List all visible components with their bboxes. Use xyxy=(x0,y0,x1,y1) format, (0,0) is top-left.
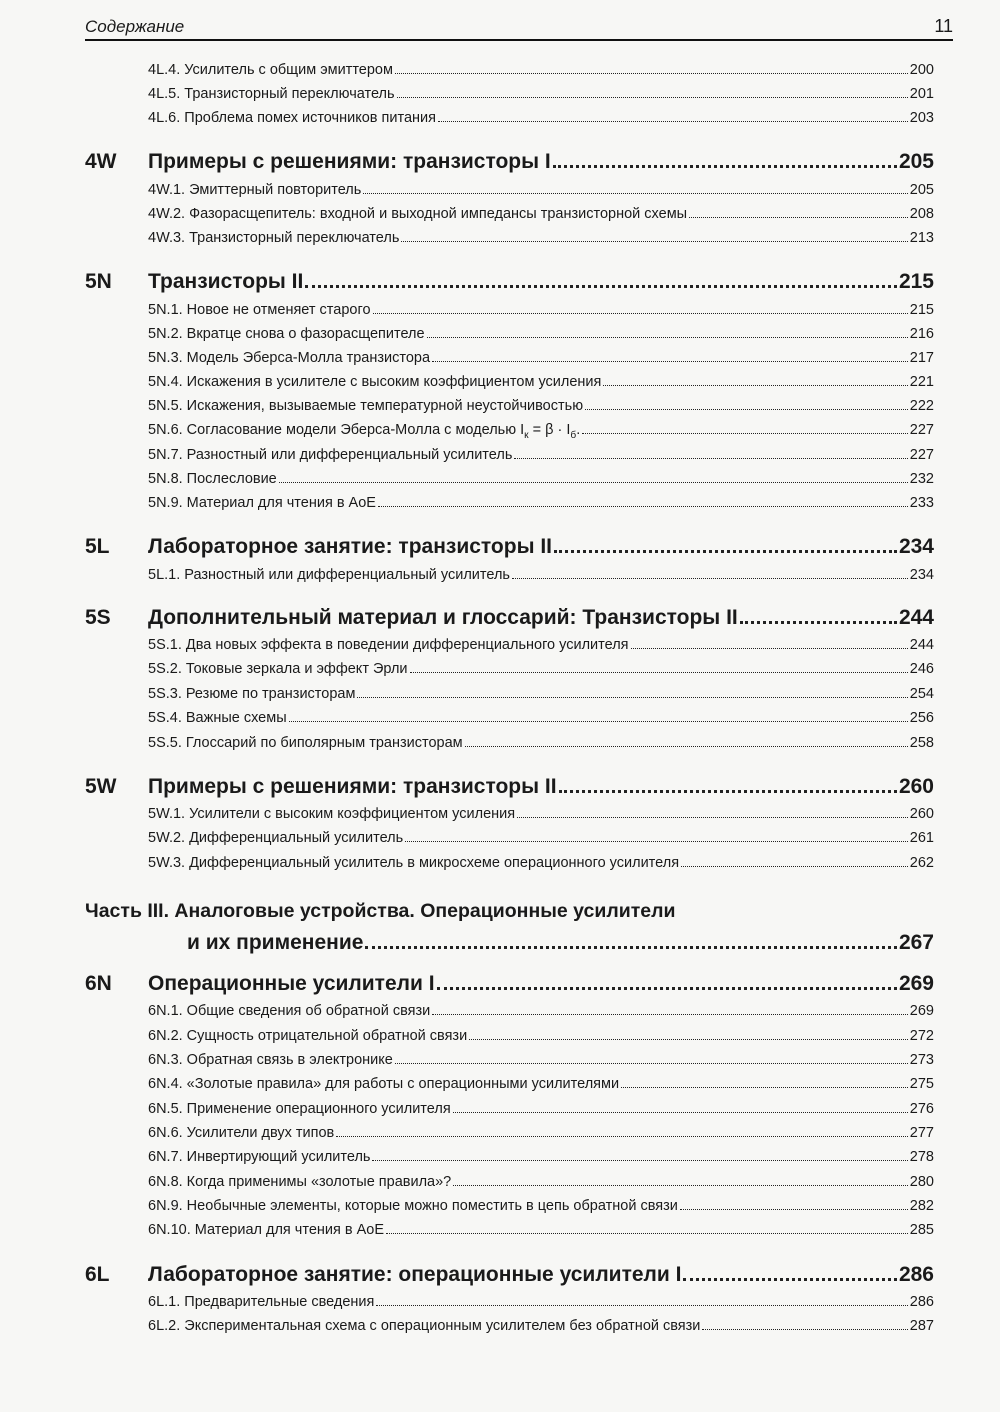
toc-entry xyxy=(148,230,934,252)
page-ref: 234 xyxy=(898,535,934,558)
dot-leader xyxy=(372,1160,907,1161)
toc-entry xyxy=(148,567,934,589)
dot-leader xyxy=(680,1209,908,1210)
page-ref: 269 xyxy=(909,1003,934,1019)
chapter-title xyxy=(148,150,551,174)
entry-title-text: 5S.4. Важные схемы xyxy=(148,710,287,726)
chapter-title xyxy=(148,775,557,799)
toc-entry xyxy=(148,830,934,852)
page-ref: 280 xyxy=(909,1174,934,1190)
page-ref: 215 xyxy=(898,270,934,293)
entry-title xyxy=(148,1125,334,1141)
chapter-number: 5S xyxy=(85,606,111,629)
toc-entry xyxy=(148,806,934,828)
entry-title-text: 5W.3. Дифференциальный усилитель в микросхеме операционного усилителя xyxy=(148,855,680,871)
page-ref: 273 xyxy=(909,1052,934,1068)
page-ref: 222 xyxy=(909,398,934,414)
entry-title-text: 5S.1. Два новых эффекта в поведении дифференциального усилителя xyxy=(148,637,629,653)
page-ref: 282 xyxy=(909,1198,934,1214)
entry-title-text: 5W.1. Усилители с высоким коэффициентом усиления xyxy=(148,806,516,822)
dot-leader xyxy=(401,241,907,242)
page-ref: 234 xyxy=(909,567,934,583)
page-ref: 275 xyxy=(909,1076,934,1092)
toc-entry xyxy=(148,1076,934,1098)
page-ref: 260 xyxy=(909,806,934,822)
entry-title-text: 5N.1. Новое не отменяет старого xyxy=(148,302,371,318)
toc-entry xyxy=(148,1174,934,1196)
dot-leader xyxy=(681,866,908,867)
page-ref: 286 xyxy=(898,1263,934,1286)
entry-title-text: 6L.2. Экспериментальная схема с операционным усилителем без обратной связи xyxy=(148,1318,701,1334)
dot-leader xyxy=(378,506,908,507)
entry-title-text: 5N.7. Разностный или дифференциальный усилитель xyxy=(148,447,513,463)
dot-leader xyxy=(559,790,897,793)
page-ref: 244 xyxy=(898,606,934,629)
page-ref: 244 xyxy=(909,637,934,653)
chapter-entry xyxy=(85,972,934,1006)
page-ref: 262 xyxy=(909,855,934,871)
entry-title xyxy=(148,1149,370,1165)
entry-title xyxy=(148,495,376,511)
dot-leader xyxy=(357,697,907,698)
chapter-entry xyxy=(85,150,934,184)
chapter-entry xyxy=(85,606,934,640)
entry-title xyxy=(148,830,403,846)
dot-leader xyxy=(621,1087,908,1088)
page-ref: 217 xyxy=(909,350,934,366)
entry-title-text: Примеры с решениями: транзисторы II xyxy=(148,775,557,798)
entry-title xyxy=(148,1222,384,1238)
entry-title xyxy=(148,182,361,198)
dot-leader xyxy=(373,313,908,314)
page-ref: 278 xyxy=(909,1149,934,1165)
dot-leader xyxy=(397,97,908,98)
page-ref: 232 xyxy=(909,471,934,487)
dot-leader xyxy=(689,217,908,218)
chapter-title xyxy=(148,606,738,630)
formula-subscript: к xyxy=(524,429,529,441)
dot-leader xyxy=(603,385,907,386)
toc-entry xyxy=(148,1222,934,1244)
entry-title xyxy=(148,422,580,441)
part-title-continued: и их применение xyxy=(187,931,364,954)
entry-title-text: 5L.1. Разностный или дифференциальный усилитель xyxy=(148,567,510,583)
toc-entry xyxy=(148,62,934,84)
page-ref: 233 xyxy=(909,495,934,511)
page-ref: 227 xyxy=(909,422,934,438)
entry-title xyxy=(148,637,629,653)
toc-entry xyxy=(148,302,934,324)
entry-title xyxy=(148,1198,678,1214)
entry-title xyxy=(148,1101,451,1117)
entry-title-text: 4L.6. Проблема помех источников питания xyxy=(148,110,436,126)
toc-entry xyxy=(148,471,934,493)
dot-leader xyxy=(363,193,907,194)
entry-title-text: 5N.4. Искажения в усилителе с высоким коэффициентом усиления xyxy=(148,374,602,390)
dot-leader xyxy=(395,1063,908,1064)
dot-leader xyxy=(582,433,908,434)
entry-title-text: 4L.5. Транзисторный переключатель xyxy=(148,86,395,102)
toc-entry xyxy=(148,206,934,228)
dot-leader xyxy=(305,285,897,288)
entry-title-text: 6L.1. Предварительные сведения xyxy=(148,1294,375,1310)
toc-entry xyxy=(148,1294,934,1316)
chapter-number: 5N xyxy=(85,270,112,293)
entry-title-text: Операционные усилители I xyxy=(148,972,435,995)
toc-entry xyxy=(148,735,934,757)
page-ref: 276 xyxy=(909,1101,934,1117)
toc-entry xyxy=(148,637,934,659)
dot-leader xyxy=(432,361,908,362)
part-title: Часть III. Аналоговые устройства. Операционные усилители xyxy=(85,900,676,922)
entry-title-text: 5N.6. Согласование модели Эберса-Молла с моделью I xyxy=(148,422,525,438)
page-ref: 277 xyxy=(909,1125,934,1141)
dot-leader xyxy=(289,721,908,722)
chapter-number: 6L xyxy=(85,1263,110,1286)
page-ref: 213 xyxy=(909,230,934,246)
entry-title xyxy=(148,302,371,318)
dot-leader xyxy=(438,121,908,122)
page-number: 11 xyxy=(934,16,953,36)
entry-title-text: Дополнительный материал и глоссарий: Транзисторы II xyxy=(148,606,738,629)
toc-entry xyxy=(148,710,934,732)
entry-title xyxy=(148,110,436,126)
toc-entry xyxy=(148,1052,934,1074)
entry-title xyxy=(148,855,679,871)
entry-title xyxy=(148,710,287,726)
toc-entry xyxy=(148,398,934,420)
entry-title xyxy=(148,567,510,583)
dot-leader xyxy=(410,672,908,673)
toc-entry xyxy=(148,374,934,396)
page-ref: 200 xyxy=(909,62,934,78)
entry-title xyxy=(148,1076,619,1092)
toc-entry xyxy=(148,447,934,469)
entry-title-text: 6N.8. Когда применимы «золотые правила»? xyxy=(148,1174,452,1190)
dot-leader xyxy=(740,621,897,624)
chapter-entry xyxy=(85,1263,934,1297)
entry-title xyxy=(148,326,425,342)
dot-leader xyxy=(279,482,908,483)
entry-title-text: 4W.3. Транзисторный переключатель xyxy=(148,230,400,246)
dot-leader xyxy=(437,987,897,990)
toc-entry xyxy=(148,855,934,877)
entry-title-text: 4W.2. Фазорасщепитель: входной и выходной импедансы транзисторной схемы xyxy=(148,206,688,222)
entry-title-text: 5N.2. Вкратце снова о фазорасщепителе xyxy=(148,326,425,342)
chapter-title xyxy=(148,1263,681,1287)
entry-title-text: Лабораторное занятие: операционные усилители I xyxy=(148,1263,682,1286)
dot-leader xyxy=(631,648,908,649)
chapter-number: 4W xyxy=(85,150,117,173)
dot-leader xyxy=(336,1136,908,1137)
entry-title-text: 6N.2. Сущность отрицательной обратной связи xyxy=(148,1028,468,1044)
entry-title-text: 5N.3. Модель Эберса-Молла транзистора xyxy=(148,350,431,366)
toc-entry xyxy=(148,1198,934,1220)
toc-entry xyxy=(148,1149,934,1171)
entry-title xyxy=(148,206,687,222)
page-ref: 272 xyxy=(909,1028,934,1044)
page-ref: 260 xyxy=(898,775,934,798)
dot-leader xyxy=(469,1039,908,1040)
page-ref: 254 xyxy=(909,686,934,702)
formula-middle: = β · I xyxy=(528,422,571,438)
page-ref: 285 xyxy=(909,1222,934,1238)
page-ref: 267 xyxy=(898,931,934,954)
page-ref: 221 xyxy=(909,374,934,390)
entry-title-text: 5S.3. Резюме по транзисторам xyxy=(148,686,356,702)
entry-title xyxy=(148,471,277,487)
chapter-number: 6N xyxy=(85,972,112,995)
dot-leader xyxy=(465,746,908,747)
dot-leader xyxy=(585,409,908,410)
entry-title xyxy=(148,1028,467,1044)
page-ref: 208 xyxy=(909,206,934,222)
toc-entry xyxy=(148,110,934,132)
entry-title xyxy=(148,62,393,78)
entry-title-text: 5N.5. Искажения, вызываемые температурной неустойчивостью xyxy=(148,398,584,414)
dot-leader xyxy=(683,1278,897,1281)
page-ref: 269 xyxy=(898,972,934,995)
entry-title xyxy=(148,350,430,366)
toc-entry xyxy=(148,1028,934,1050)
toc-entry xyxy=(148,1101,934,1123)
entry-title xyxy=(148,686,355,702)
entry-title xyxy=(148,1318,700,1334)
toc-entry xyxy=(148,686,934,708)
entry-title xyxy=(148,661,408,677)
chapter-title xyxy=(148,535,552,559)
toc-entry xyxy=(148,1125,934,1147)
toc-entry xyxy=(148,182,934,204)
chapter-title xyxy=(148,270,303,294)
entry-title-text: 4L.4. Усилитель с общим эмиттером xyxy=(148,62,393,78)
page-ref: 227 xyxy=(909,447,934,463)
page-ref: 256 xyxy=(909,710,934,726)
entry-title-text: 6N.3. Обратная связь в электронике xyxy=(148,1052,393,1068)
page-ref: 205 xyxy=(898,150,934,173)
entry-title-text: 5W.2. Дифференциальный усилитель xyxy=(148,830,404,846)
running-header-title: Содержание xyxy=(85,17,185,36)
entry-title xyxy=(148,1052,393,1068)
page-ref: 215 xyxy=(909,302,934,318)
toc-entry xyxy=(148,495,934,517)
page-ref: 258 xyxy=(909,735,934,751)
part-heading-continued xyxy=(187,931,934,963)
entry-title-text: 5N.8. Послесловие xyxy=(148,471,277,487)
dot-leader xyxy=(432,1014,908,1015)
page-ref: 286 xyxy=(909,1294,934,1310)
dot-leader xyxy=(395,73,908,74)
entry-title-text: 5N.9. Материал для чтения в AoE xyxy=(148,495,376,511)
entry-title-text: 5S.2. Токовые зеркала и эффект Эрли xyxy=(148,661,408,677)
entry-title-text: 6N.4. «Золотые правила» для работы с операционными усилителями xyxy=(148,1076,620,1092)
toc-entry xyxy=(148,1318,934,1340)
entry-title xyxy=(148,398,583,414)
entry-title-text: 6N.1. Общие сведения об обратной связи xyxy=(148,1003,431,1019)
page-ref: 201 xyxy=(909,86,934,102)
entry-title xyxy=(148,1294,374,1310)
dot-leader xyxy=(553,165,897,168)
formula-subscript: б xyxy=(570,429,577,441)
entry-title xyxy=(148,374,601,390)
entry-title-text: 6N.9. Необычные элементы, которые можно поместить в цепь обратной связи xyxy=(148,1198,678,1214)
chapter-number: 5W xyxy=(85,775,117,798)
toc-entry xyxy=(148,86,934,108)
entry-title-text: Транзисторы II xyxy=(148,270,304,293)
page-ref: 246 xyxy=(909,661,934,677)
dot-leader xyxy=(427,337,908,338)
entry-title xyxy=(148,1003,430,1019)
toc-entry xyxy=(148,350,934,372)
dot-leader xyxy=(512,578,908,579)
dot-leader xyxy=(453,1185,908,1186)
dot-leader xyxy=(702,1329,907,1330)
page-ref: 287 xyxy=(909,1318,934,1334)
entry-title-text: 5S.5. Глоссарий по биполярным транзисторам xyxy=(148,735,463,751)
entry-title-text: Лабораторное занятие: транзисторы II xyxy=(148,535,553,558)
entry-title xyxy=(148,230,399,246)
dot-leader xyxy=(365,946,897,949)
toc-entry xyxy=(148,326,934,348)
page-ref: 261 xyxy=(909,830,934,846)
entry-title xyxy=(148,86,395,102)
entry-title-text: Примеры с решениями: транзисторы I xyxy=(148,150,551,173)
part-heading xyxy=(85,900,675,932)
entry-title-text: 6N.5. Применение операционного усилителя xyxy=(148,1101,451,1117)
formula-end: . xyxy=(576,422,581,438)
chapter-entry xyxy=(85,535,934,569)
entry-title xyxy=(148,1174,451,1190)
dot-leader xyxy=(514,458,907,459)
entry-title-text: 6N.10. Материал для чтения в AoE xyxy=(148,1222,385,1238)
chapter-number: 5L xyxy=(85,535,110,558)
entry-title-text: 4W.1. Эмиттерный повторитель xyxy=(148,182,362,198)
dot-leader xyxy=(554,550,897,553)
dot-leader xyxy=(405,841,908,842)
entry-title xyxy=(148,735,463,751)
dot-leader xyxy=(517,817,908,818)
toc-entry xyxy=(148,661,934,683)
page-ref: 216 xyxy=(909,326,934,342)
dot-leader xyxy=(386,1233,908,1234)
chapter-title xyxy=(148,972,435,996)
chapter-entry xyxy=(85,270,934,304)
page-ref: 203 xyxy=(909,110,934,126)
page-ref: 205 xyxy=(909,182,934,198)
chapter-entry xyxy=(85,775,934,809)
entry-title xyxy=(148,806,515,822)
toc-entry xyxy=(148,1003,934,1025)
dot-leader xyxy=(376,1305,907,1306)
dot-leader xyxy=(453,1112,908,1113)
entry-title-text: 6N.6. Усилители двух типов xyxy=(148,1125,335,1141)
entry-title-text: 6N.7. Инвертирующий усилитель xyxy=(148,1149,371,1165)
toc-entry xyxy=(148,422,934,444)
entry-title xyxy=(148,447,512,463)
